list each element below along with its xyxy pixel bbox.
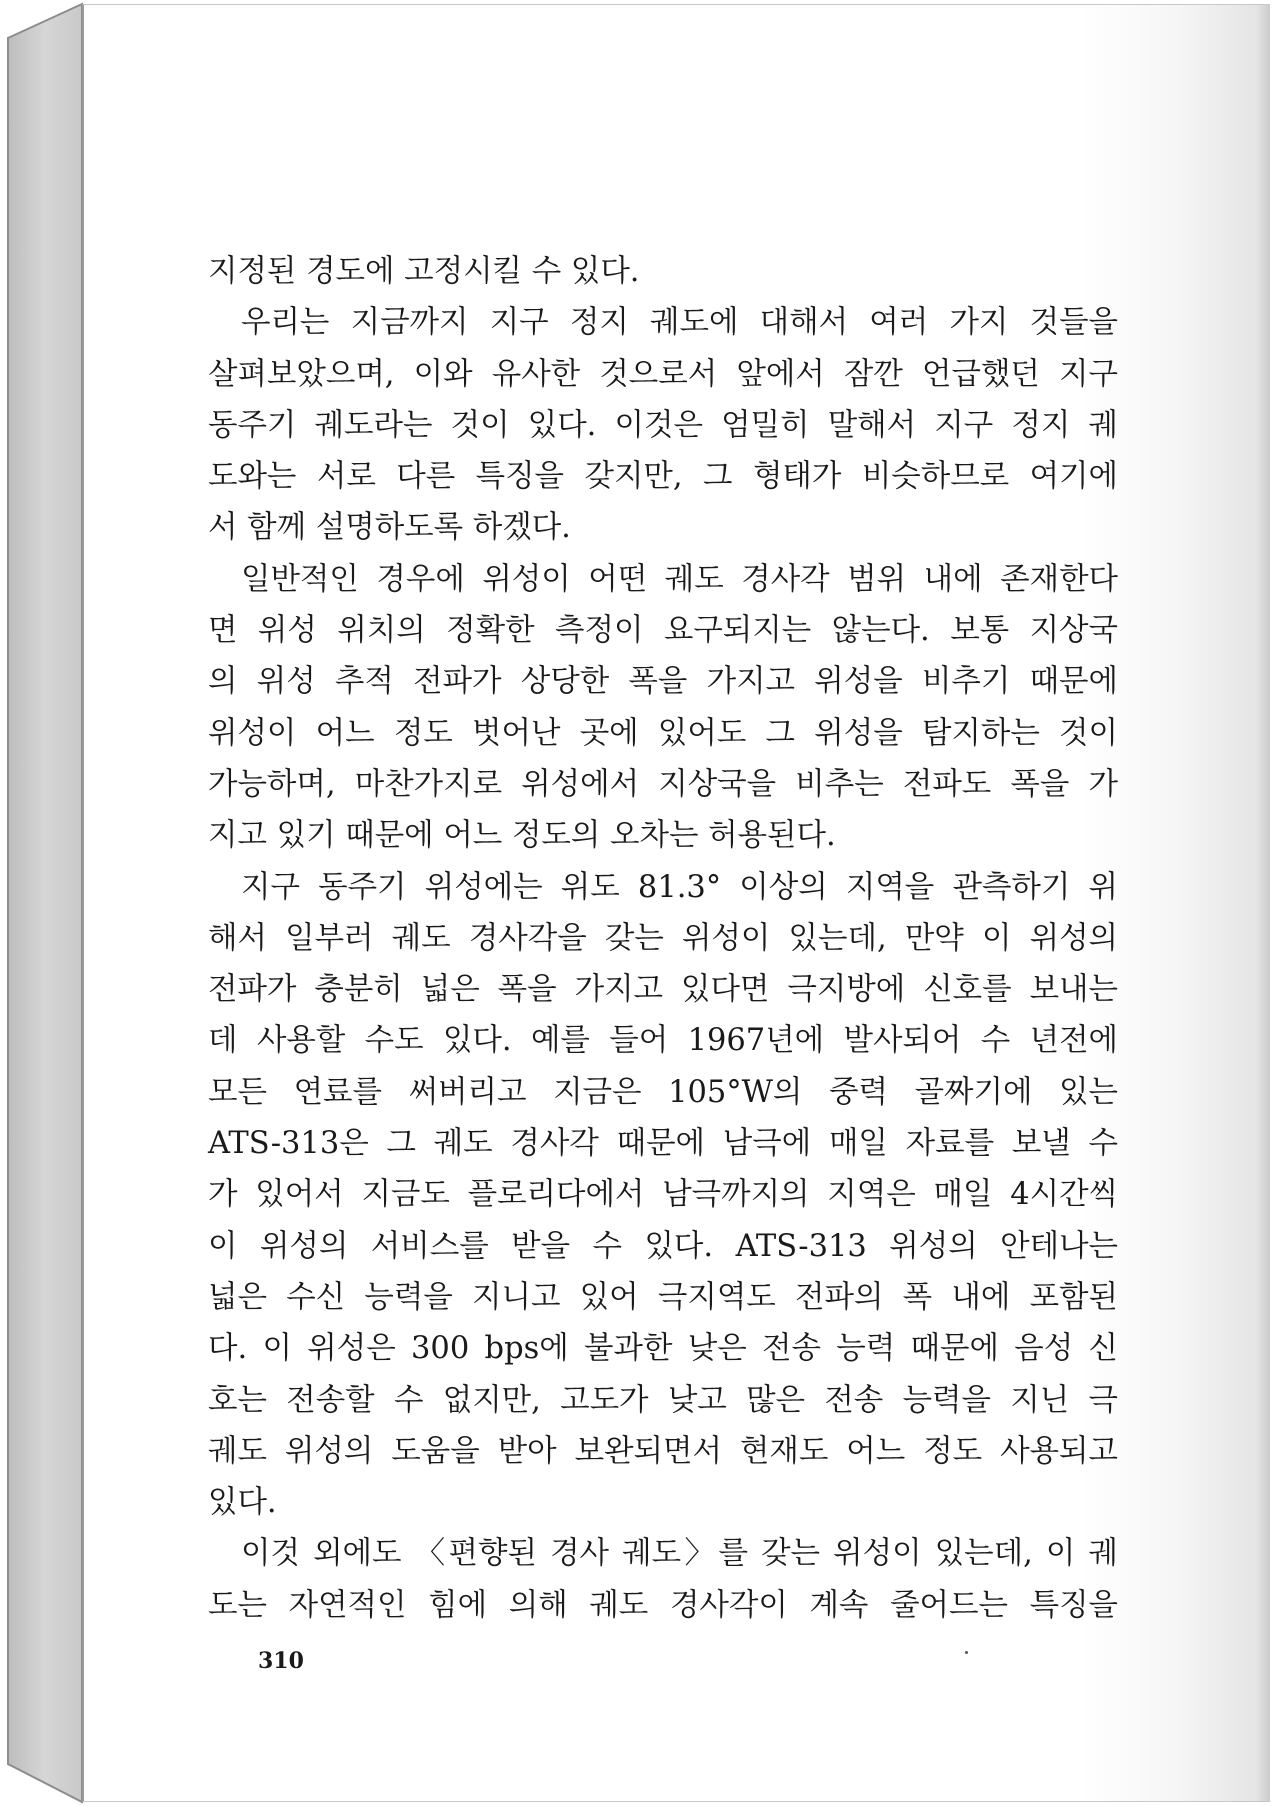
text-line: 지구 동주기 위성에는 위도 81.3° 이상의 지역을 관측하기 위 [241, 869, 1118, 905]
text-line: 의 위성 추적 전파가 상당한 폭을 가지고 위성을 비추기 때문에 [208, 664, 1118, 700]
page-edge-shadow [1256, 5, 1270, 1801]
text-line: 동주기 궤도라는 것이 있다. 이것은 엄밀히 말해서 지구 정지 궤 [208, 407, 1118, 443]
text-line: 있다. [208, 1485, 277, 1521]
text-line: 지정된 경도에 고정시킬 수 있다. [208, 254, 640, 289]
body-text [208, 246, 1118, 1631]
text-line: 모든 연료를 써버리고 지금은 105°W의 중력 골짜기에 있는 [208, 1074, 1118, 1110]
page-number: 310 [258, 1648, 304, 1674]
text-line: 일반적인 경우에 위성이 어떤 궤도 경사각 범위 내에 존재한다 [241, 561, 1118, 597]
text-line: 전파가 충분히 넓은 폭을 가지고 있다면 극지방에 신호를 보내는 [208, 972, 1118, 1008]
text-line: 면 위성 위치의 정확한 측정이 요구되지는 않는다. 보통 지상국 [208, 613, 1118, 649]
text-line: 가능하며, 마찬가지로 위성에서 지상국을 비추는 전파도 폭을 가 [208, 766, 1118, 802]
text-line: 서 함께 설명하도록 하겠다. [208, 510, 571, 546]
text-line: 데 사용할 수도 있다. 예를 들어 1967년에 발사되어 수 년전에 [208, 1023, 1118, 1059]
text-line: 가 있어서 지금도 플로리다에서 남극까지의 지역은 매일 4시간씩 [208, 1177, 1118, 1213]
text-line: 도는 자연적인 힘에 의해 궤도 경사각이 계속 줄어드는 특징을 [208, 1587, 1118, 1623]
text-line: 도와는 서로 다른 특징을 갖지만, 그 형태가 비슷하므로 여기에 [208, 459, 1118, 495]
text-line: 살펴보았으며, 이와 유사한 것으로서 앞에서 잠깐 언급했던 지구 [208, 356, 1118, 392]
text-line: 이 위성의 서비스를 받을 수 있다. ATS-313 위성의 안테나는 [208, 1228, 1118, 1264]
text-line: 다. 이 위성은 300 bps에 불과한 낮은 전송 능력 때문에 음성 신 [208, 1331, 1118, 1367]
text-line: 궤도 위성의 도움을 받아 보완되면서 현재도 어느 정도 사용되고 [208, 1433, 1118, 1469]
text-line: 우리는 지금까지 지구 정지 궤도에 대해서 여러 가지 것들을 [241, 305, 1118, 341]
text-line: 해서 일부러 궤도 경사각을 갖는 위성이 있는데, 만약 이 위성의 [208, 920, 1118, 956]
text-line: 지고 있기 때문에 어느 정도의 오차는 허용된다. [208, 818, 836, 854]
text-line: 호는 전송할 수 없지만, 고도가 낮고 많은 전송 능력을 지닌 극 [208, 1382, 1118, 1418]
text-line: 위성이 어느 정도 벗어난 곳에 있어도 그 위성을 탐지하는 것이 [208, 715, 1118, 751]
text-line: 이것 외에도 〈편향된 경사 궤도〉를 갖는 위성이 있는데, 이 궤 [241, 1536, 1118, 1572]
text-line: 넓은 수신 능력을 지니고 있어 극지역도 전파의 폭 내에 포함된 [208, 1279, 1118, 1315]
scan-speck [965, 1651, 968, 1654]
text-line: ATS-313은 그 궤도 경사각 때문에 남극에 매일 자료를 보낼 수 [208, 1126, 1118, 1162]
